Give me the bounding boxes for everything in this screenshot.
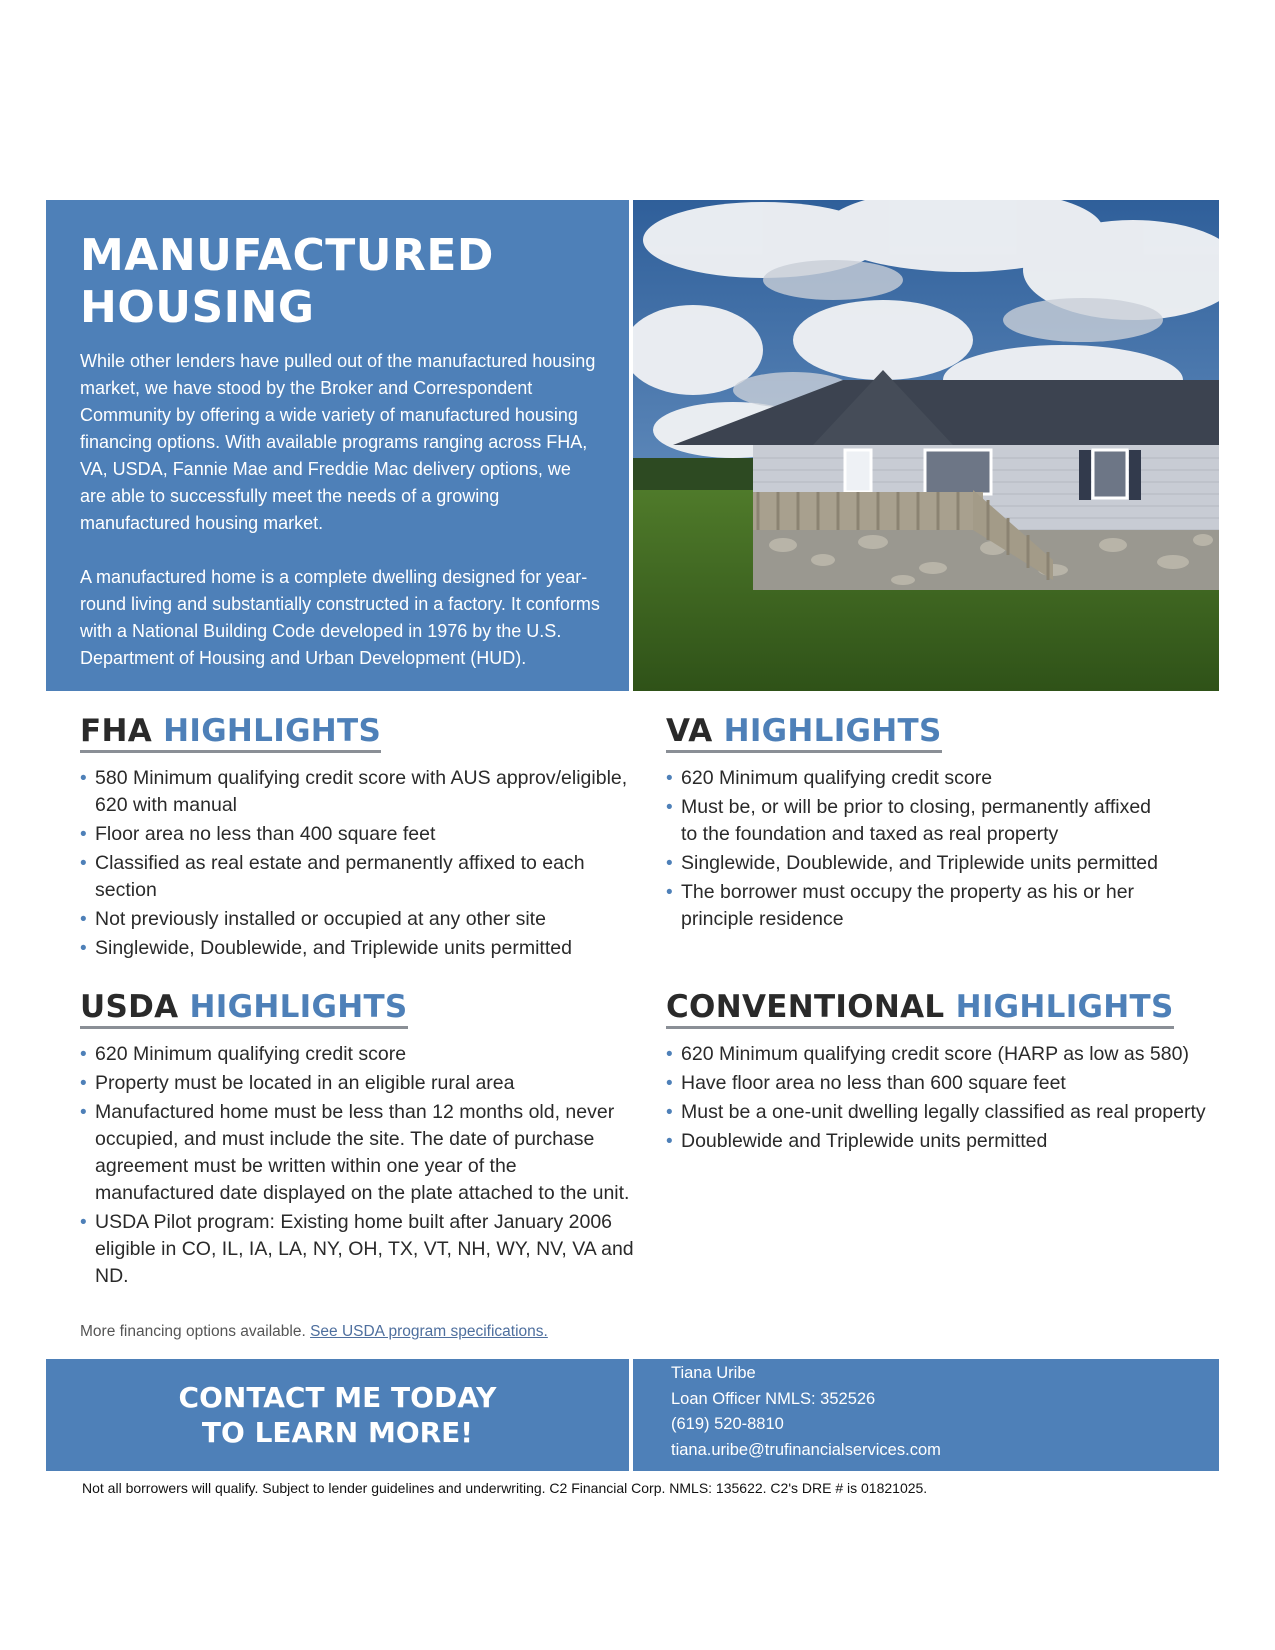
list-item: • Manufactured home must be less than 12 months old, never occupied, and must include the site. The date of purchase agreement must be written within one year of the manufactured date displayed on the plate attached to the unit. <box>80 1099 640 1207</box>
more-options-text: More financing options available. <box>80 1323 306 1340</box>
title-line-1: MANUFACTURED <box>80 230 494 281</box>
fha-heading: FHA HIGHLIGHTS <box>80 712 381 753</box>
contact-cta-panel <box>46 1359 629 1471</box>
contact-title: Loan Officer NMLS: 352526 <box>671 1389 876 1408</box>
definition-paragraph: A manufactured home is a complete dwelling designed for year-round living and substantially constructed in a factory. It conforms with a National Building Code developed in 1976 by the U.S. Department of Housing and Urban Development (HUD). <box>80 567 600 668</box>
more-options-note <box>80 1323 548 1341</box>
conventional-list <box>666 1041 1206 1155</box>
list-item: • USDA Pilot program: Existing home built after January 2006 eligible in CO, IL, IA, LA, NY, OH, TX, VT, NH, WY, NV, VA and ND. <box>80 1209 640 1290</box>
va-list <box>666 765 1166 933</box>
list-item: • Floor area no less than 400 square feet <box>80 821 640 848</box>
list-item: • 620 Minimum qualifying credit score <box>80 1041 640 1068</box>
list-item: • Must be, or will be prior to closing, permanently affixed to the foundation and taxed as real property <box>666 794 1166 848</box>
contact-email[interactable]: tiana.uribe@trufinancialservices.com <box>671 1440 941 1459</box>
contact-phone[interactable]: (619) 520-8810 <box>671 1415 784 1433</box>
fha-list <box>80 765 640 962</box>
fha-highlights <box>80 712 640 964</box>
contact-details <box>633 1359 1219 1471</box>
usda-heading: USDA HIGHLIGHTS <box>80 988 408 1029</box>
va-heading: VA HIGHLIGHTS <box>666 712 942 753</box>
list-item: • Not previously installed or occupied at any other site <box>80 906 640 933</box>
contact-name: Tiana Uribe <box>671 1364 756 1382</box>
usda-specs-link[interactable]: See USDA program specifications. <box>310 1323 548 1340</box>
page-title <box>80 230 595 334</box>
intro-paragraph: While other lenders have pulled out of the manufactured housing market, we have stood by the Broker and Correspondent Community by offering a wide variety of manufactured housing financing options. With available programs ranging across FHA, VA, USDA, Fannie Mae and Freddie Mac delivery options, we are able to successfully meet the needs of a growing manufactured housing market. <box>80 351 596 533</box>
list-item: • The borrower must occupy the property as his or her principle residence <box>666 879 1166 933</box>
hero-panel <box>46 200 629 691</box>
usda-highlights <box>80 988 640 1292</box>
list-item: • Classified as real estate and permanently affixed to each section <box>80 850 640 904</box>
usda-list <box>80 1041 640 1290</box>
list-item: • Have floor area no less than 600 square feet <box>666 1070 1206 1097</box>
disclaimer: Not all borrowers will qualify. Subject to lender guidelines and underwriting. C2 Financial Corp. NMLS: 135622. C2's DRE # is 01821025. <box>82 1480 928 1496</box>
conventional-highlights <box>666 988 1206 1157</box>
list-item: • Doublewide and Triplewide units permitted <box>666 1128 1206 1155</box>
list-item: • 580 Minimum qualifying credit score with AUS approv/eligible, 620 with manual <box>80 765 640 819</box>
list-item: • Singlewide, Doublewide, and Triplewide units permitted <box>80 935 640 962</box>
list-item: • Singlewide, Doublewide, and Triplewide units permitted <box>666 850 1166 877</box>
list-item: • Must be a one-unit dwelling legally classified as real property <box>666 1099 1206 1126</box>
list-item: • 620 Minimum qualifying credit score (HARP as low as 580) <box>666 1041 1206 1068</box>
conventional-heading: CONVENTIONAL HIGHLIGHTS <box>666 988 1174 1029</box>
list-item: • 620 Minimum qualifying credit score <box>666 765 1166 792</box>
house-photo <box>633 200 1219 691</box>
contact-cta: CONTACT ME TODAY TO LEARN MORE! <box>178 1381 497 1449</box>
manufactured-house-illustration <box>633 200 1219 691</box>
title-line-2: HOUSING <box>80 282 315 333</box>
va-highlights <box>666 712 1166 935</box>
list-item: • Property must be located in an eligible rural area <box>80 1070 640 1097</box>
